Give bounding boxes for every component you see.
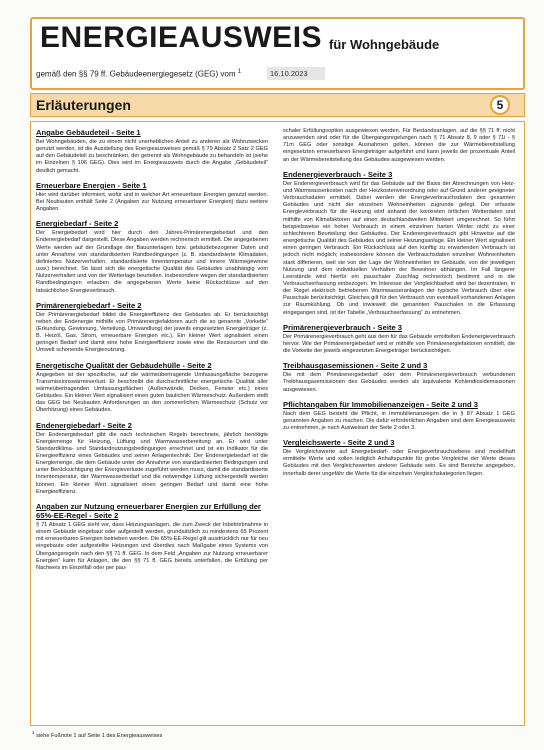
heading-endenergieverbrauch: Endenergieverbrauch - Seite 3	[283, 169, 393, 179]
heading-primaerenergiebedarf: Primärenergiebedarf - Seite 2	[36, 300, 142, 310]
text-primaerenergieverbrauch: Der Primärenergieverbrauch geht aus dem für das Gebäude ermittelten Endenergieverbrauch hervor. Wie der Primärenergiebedarf wird er mithilfe von Primärenergiefaktoren ermittelt, die die Vorkette der jeweils eingesetzten Energieträger berücksichtigen.	[283, 333, 515, 355]
right-column	[283, 128, 515, 484]
heading-gebaeudehuelle: Energetische Qualität der Gebäudehülle - Seite 2	[36, 360, 212, 370]
law-reference	[36, 69, 241, 79]
text-65-ee-regel-continued: schaler Erfüllungsoption ausgewiesen werden. Für Bestandsanlagen, auf die §§ 71 ff. nicht anzuwenden sind oder für die Übergangsregelungen nach § 71 Absatz 8, 9 oder § 71i - § 71m GEG oder sonstige Ausnahmen gelten, können die zur Wärmebereitstellung eingesetzten erneuerbaren Energieträger aufgeführt und kann jeweils der prozentuale Anteil an der Wärmebereitstellung des Gebäudes ausgewiesen werden.	[283, 128, 515, 163]
text-pflichtangaben: Nach dem GEG besteht die Pflicht, in Immobilienanzeigen die in § 87 Absatz 1 GEG genannten Angaben zu machen. Die dafür erforderlichen Angaben sind dem Energieausweis zu entnehmen, je nach Ausweisart der Seite 2 oder 3.	[283, 410, 515, 431]
text-gebaeudehuelle: Angegeben ist der spezifische, auf die wärmeübertragende Umfassungsfläche bezogene Transmissionswärmeverlust. Er beschreibt die durchschnittliche energetische Qualität aller wärmeübertragenden Umfassungsflächen (Außenwände, Decken, Fenster etc.) eines Gebäudes. Ein kleiner Wert signalisiert einen guten baulichen Wärmeschutz. Außerdem stellt das GEG bei Neubauten Anforderungen an den sommerlichen Wärmeschutz (Schutz vor Überhitzung) eines Gebäudes.	[36, 371, 268, 414]
text-endenergieverbrauch: Der Endenergieverbrauch wird für das Gebäude auf der Basis der Abrechnungen von Heiz- und Warmwasserkosten nach der Heizkostenverordnung oder auf Grund anderer geeigneter Verbrauchsdaten ermittelt. Dabei werden die Energieverbrauchsdaten des gesamten Gebäudes und nicht der einzelnen Wohneinheiten zugrunde gelegt. Der erfasste Energieverbrauch für die Heizung wird anhand der konkreten örtlichen Wetterdaten und mithilfe von Klimafaktoren auf einen deutschlandweiten Mittelwert umgerechnet. So führt beispielsweise ein hoher Verbrauch in einem einzelnen harten Winter nicht zu einer schlechteren Beurteilung des Gebäudes. Der Endenergieverbrauch gibt Hinweise auf die energetische Qualität des Gebäudes und seiner Heizungsanlage. Ein kleiner Wert signalisiert einen geringen Verbrauch. Ein Rückschluss auf den künftig zu erwartenden Verbrauch ist jedoch nicht möglich; insbesondere können die Verbrauchsdaten einzelner Wohneinheiten stark differieren, weil sie von der Lage der Wohneinheiten im Gebäude, von der jeweiligen Nutzung und dem individuellen Verhalten der Bewohner abhängen. Im Fall längerer Leerstände wird hierfür ein pauschaler Zuschlag rechnerisch bestimmt und in die Verbrauchserfassung einbezogen. Im Interesse der Vergleichbarkeit wird bei dezentralen, in der Regel elektrisch betriebenen Warmwasseranlagen der typische Verbrauch über eine Pauschale berücksichtigt. Gleiches gilt für den Verbrauch von eventuell vorhandenen Anlagen zur Raumkühlung. Ob und inwieweit die genannten Pauschalen in die Erfassung eingegangen sind, ist der Tabelle „Verbrauchserfassung“ zu entnehmen.	[283, 180, 515, 316]
left-column	[36, 128, 268, 578]
date-field: 16.10.2023	[267, 67, 325, 80]
text-endenergiebedarf: Der Endenergiebedarf gibt die nach technischen Regeln berechnete, jährlich benötigte Energiemenge für Heizung, Lüftung und Warmwasserbereitung an. Er wird unter Standardklima- und Standardnutzungsbedingungen errechnet und ist ein Indikator für die Energieeffizienz eines Gebäudes und seiner Anlagentechnik. Der Endenergiebedarf ist die Energiemenge, die dem Gebäude unter der Annahme von standardisierten Bedingungen und unter Berücksichtigung der Energieverluste zugeführt werden muss, damit die standardisierte Innentemperatur, der Warmwasserbedarf und die notwendige Lüftung sichergestellt werden können. Ein kleiner Wert signalisiert einen geringen Bedarf und damit eine hohe Energieeffizienz.	[36, 431, 268, 495]
section-title: Erläuterungen	[36, 97, 131, 113]
law-footnote-mark: 1	[237, 69, 242, 75]
document-subtitle: für Wohngebäude	[329, 37, 440, 52]
heading-vergleichswerte: Vergleichswerte - Seite 2 und 3	[283, 438, 395, 448]
content-frame	[30, 121, 525, 726]
document-title: ENERGIEAUSWEIS	[40, 21, 323, 54]
heading-energiebedarf: Energiebedarf - Seite 2	[36, 219, 119, 229]
text-energiebedarf: Der Energiebedarf wird hier durch den Jahres-Primärenergiebedarf und den Endenergiebedarf dargestellt. Diese Angaben werden rechnerisch ermittelt. Die angegebenen Werte werden auf der Grundlage der Bauunterlagen bzw. gebäudebezogener Daten und unter Annahme von standardisierten Randbedingungen (z. B. standardisierte Klimadaten, definiertes Nutzerverhalten, standardisierte Innentemperatur und innere Wärmegewinne usw.) berechnet. So lässt sich die energetische Qualität des Gebäudes unabhängig vom Nutzerverhalten und von der Wetterlage beurteilen. Insbesondere wegen der standardisierten Randbedingungen erlauben die angegebenen Werte keine Rückschlüsse auf den tatsächlichen Energieverbrauch.	[36, 230, 268, 294]
text-treibhausgasemissionen: Die mit dem Primärenergiebedarf oder dem Primärenergieverbrauch verbundenen Treibhausgasemissionen des Gebäudes werden als äquivalente Kohlendioxidemissionen ausgewiesen.	[283, 372, 515, 393]
text-erneuerbare-energien: Hier wird darüber informiert, wofür und in welcher Art erneuerbare Energien genutzt werden. Bei Neubauten enthält Seite 2 (Angaben zur Nutzung erneuerbarer Energien) dazu weitere Angaben.	[36, 191, 268, 213]
law-reference-text: gemäß den §§ 79 ff. Gebäudeenergiegesetz (GEG) vom	[36, 69, 236, 79]
heading-pflichtangaben: Pflichtangaben für Immobilienanzeigen - Seite 2 und 3	[283, 399, 478, 409]
heading-65-ee-regel: Angaben zur Nutzung erneuerbarer Energien zur Erfüllung der 65%-EE-Regel - Seite 2	[36, 501, 261, 520]
text-vergleichswerte: Die Vergleichswerte auf Energiebedarf- oder Energieverbrauchsebene sind modellhaft ermittelte Werte und sollen lediglich Anhaltspunkte für grobe Vergleiche der Werte dieses Gebäudes mit den Vergleichswerten anderer Gebäude sein. Es sind Bereiche angegeben, innerhalb derer ungefähr die Werte für die einzelnen Vergleichskategorien liegen.	[283, 449, 515, 477]
header-frame	[30, 17, 525, 90]
text-primaerenergiebedarf: Der Primärenergiebedarf bildet die Energieeffizienz des Gebäudes ab. Er berücksichtigt neben der Endenergie mithilfe von Primärenergiefaktoren auch die so genannte „Vorkette“ (Erkundung, Gewinnung, Verteilung, Umwandlung) der jeweils eingesetzten Energieträger (z. B. Heizöl, Gas, Strom, erneuerbare Energien etc.). Ein kleiner Wert signalisiert einen geringen Bedarf und damit eine hohe Energieeffizienz sowie eine die Ressourcen und die Umwelt schonende Energienutzung.	[36, 311, 268, 354]
heading-primaerenergieverbrauch: Primärenergieverbrauch - Seite 3	[283, 322, 403, 332]
heading-endenergiebedarf: Endenergiebedarf - Seite 2	[36, 420, 132, 430]
heading-gebaeudeteil: Angabe Gebäudeteil - Seite 1	[36, 128, 141, 137]
footnote-text: siehe Fußnote 1 auf Seite 1 des Energieausweises	[36, 732, 163, 739]
page-number-badge: 5	[490, 95, 510, 115]
section-header	[30, 93, 525, 117]
text-gebaeudeteil: Bei Wohngebäuden, die zu einem nicht unerheblichen Anteil zu anderen als Wohnzwecken genutzt werden, ist die Ausstellung des Energieausweises gemäß § 79 Absatz 2 Satz 2 GEG auf den Gebäudeteil zu beschränken, der getrennt als Wohngebäude zu behandeln ist (siehe im Einzelnen § 106 GEG). Dies wird im Energieausweis durch die Angabe „Gebäudeteil“ deutlich gemacht.	[36, 139, 268, 174]
footnote	[32, 730, 162, 739]
heading-erneuerbare-energien: Erneuerbare Energien - Seite 1	[36, 180, 147, 190]
heading-treibhausgasemissionen: Treibhausgasemissionen - Seite 2 und 3	[283, 361, 428, 371]
text-65-ee-regel: § 71 Absatz 1 GEG sieht vor, dass Heizungsanlagen, die zum Zweck der Inbetriebnahme in einem Gebäude eingebaut oder aufgestellt werden, grundsätzlich zu mindestens 65 Prozent mit erneuerbaren Energien betrieben werden. Die 65%-EE-Regel gilt ausdrücklich nur für neu eingebaute oder aufgestellte Heizungen und überdies nach Maßgabe eines Systems von Übergangsregeln nach den §§ 71 ff. GEG. In dem Feld „Angaben zur Nutzung erneuerbarer Energien“ kann für Anlagen, die den §§ 71 ff. GEG bereits unterfallen, die Erfüllung per Nachweis im Einzelfall oder per pau-	[36, 521, 268, 571]
footnote-mark: 1	[32, 730, 35, 735]
